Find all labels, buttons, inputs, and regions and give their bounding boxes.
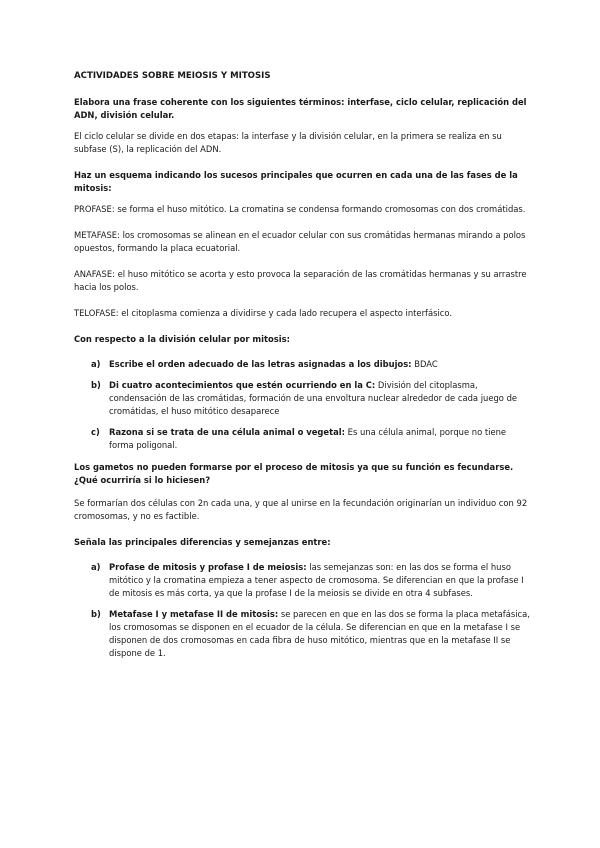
phase-telofase: [74, 307, 530, 320]
list-item: [74, 561, 530, 600]
document-title: ACTIVIDADES SOBRE MEIOSIS Y MITOSIS: [74, 71, 271, 81]
item-prompt: Escribe el orden adecuado de las letras asignadas a los dibujos:: [109, 359, 412, 369]
item-answer: Es una célula animal, porque no tiene forma poligonal.: [109, 427, 507, 450]
question-3: Con respecto a la división celular por mitosis:: [74, 334, 290, 344]
phase-name: PROFASE: [74, 204, 112, 214]
item-answer: las semejanzas son: en las dos se forma el huso mitótico y la cromatina empieza a tener aspecto de cromosoma. Se diferencian en que la profase I de mitosis es más corta, ya que la profase I de la meiosis se divide en otra 4 subfases.: [109, 562, 524, 598]
item-letter: c): [91, 427, 100, 437]
list-item: [74, 608, 530, 660]
phase-text: : el citoplasma comienza a dividirse y cada lado recupera el aspecto interfásico.: [115, 308, 453, 318]
phase-name: TELOFASE: [74, 308, 116, 318]
phase-profase: [74, 203, 530, 216]
question-3-list: [74, 358, 530, 452]
item-letter: b): [91, 380, 101, 390]
item-letter: a): [91, 359, 101, 369]
question-5-list: [74, 561, 530, 660]
list-item: [74, 379, 530, 418]
item-prompt: Metafase I y metafase II de mitosis:: [109, 609, 279, 619]
item-letter: b): [91, 609, 101, 619]
question-1: Elabora una frase coherente con los siguientes términos: interfase, ciclo celular, replicación del ADN, división celular.: [74, 97, 527, 120]
item-answer: BDAC: [411, 359, 438, 369]
question-5: Señala las principales diferencias y semejanzas entre:: [74, 537, 331, 547]
phase-text: : el huso mitótico se acorta y esto provoca la separación de las cromátidas hermanas y su arrastre hacia los polos.: [74, 269, 527, 292]
phase-anafase: [74, 268, 530, 294]
phase-metafase: [74, 229, 530, 255]
question-2: Haz un esquema indicando los sucesos principales que ocurren en cada una de las fases de la mitosis:: [74, 170, 518, 193]
list-item: [74, 358, 530, 371]
list-item: [74, 426, 530, 452]
item-answer: se parecen en que en las dos se forma la placa metafásica, los cromosomas se disponen en el ecuador de la célula. Se diferencian en que en la metafase I se disponen de dos cromosomas en cada fibra de huso mitótico, mientras que en la metafase II se dispone de 1.: [109, 609, 530, 658]
answer-4: Se formarían dos células con 2n cada una, y que al unirse en la fecundación originarían un individuo con 92 cromosomas, y no es factible.: [74, 498, 528, 521]
phase-text: : se forma el huso mitótico. La cromatina se condensa formando cromosomas con dos cromátidas.: [111, 204, 526, 214]
answer-1: El ciclo celular se divide en dos etapas: la interfase y la división celular, en la primera se realiza en su subfase (S), la replicación del ADN.: [74, 131, 502, 154]
document-page: [74, 70, 530, 669]
item-answer: División del citoplasma, condensación de las cromátidas, formación de una envoltura nuclear alrededor de cada juego de cromátidas, el huso mitótico desaparece: [109, 380, 518, 416]
item-prompt: Razona si se trata de una célula animal o vegetal:: [109, 427, 345, 437]
phase-name: ANAFASE: [74, 269, 113, 279]
phase-name: METAFASE: [74, 230, 118, 240]
item-prompt: Profase de mitosis y profase I de meiosis:: [109, 562, 307, 572]
item-prompt: Di cuatro acontecimientos que estén ocurriendo en la C:: [109, 380, 376, 390]
question-4: Los gametos no pueden formarse por el proceso de mitosis ya que su función es fecundarse. ¿Qué ocurriría si lo hiciesen?: [74, 462, 514, 485]
item-letter: a): [91, 562, 101, 572]
phase-text: : los cromosomas se alinean en el ecuador celular con sus cromátidas hermanas mirando a polos opuestos, formando la placa ecuatorial.: [74, 230, 526, 253]
